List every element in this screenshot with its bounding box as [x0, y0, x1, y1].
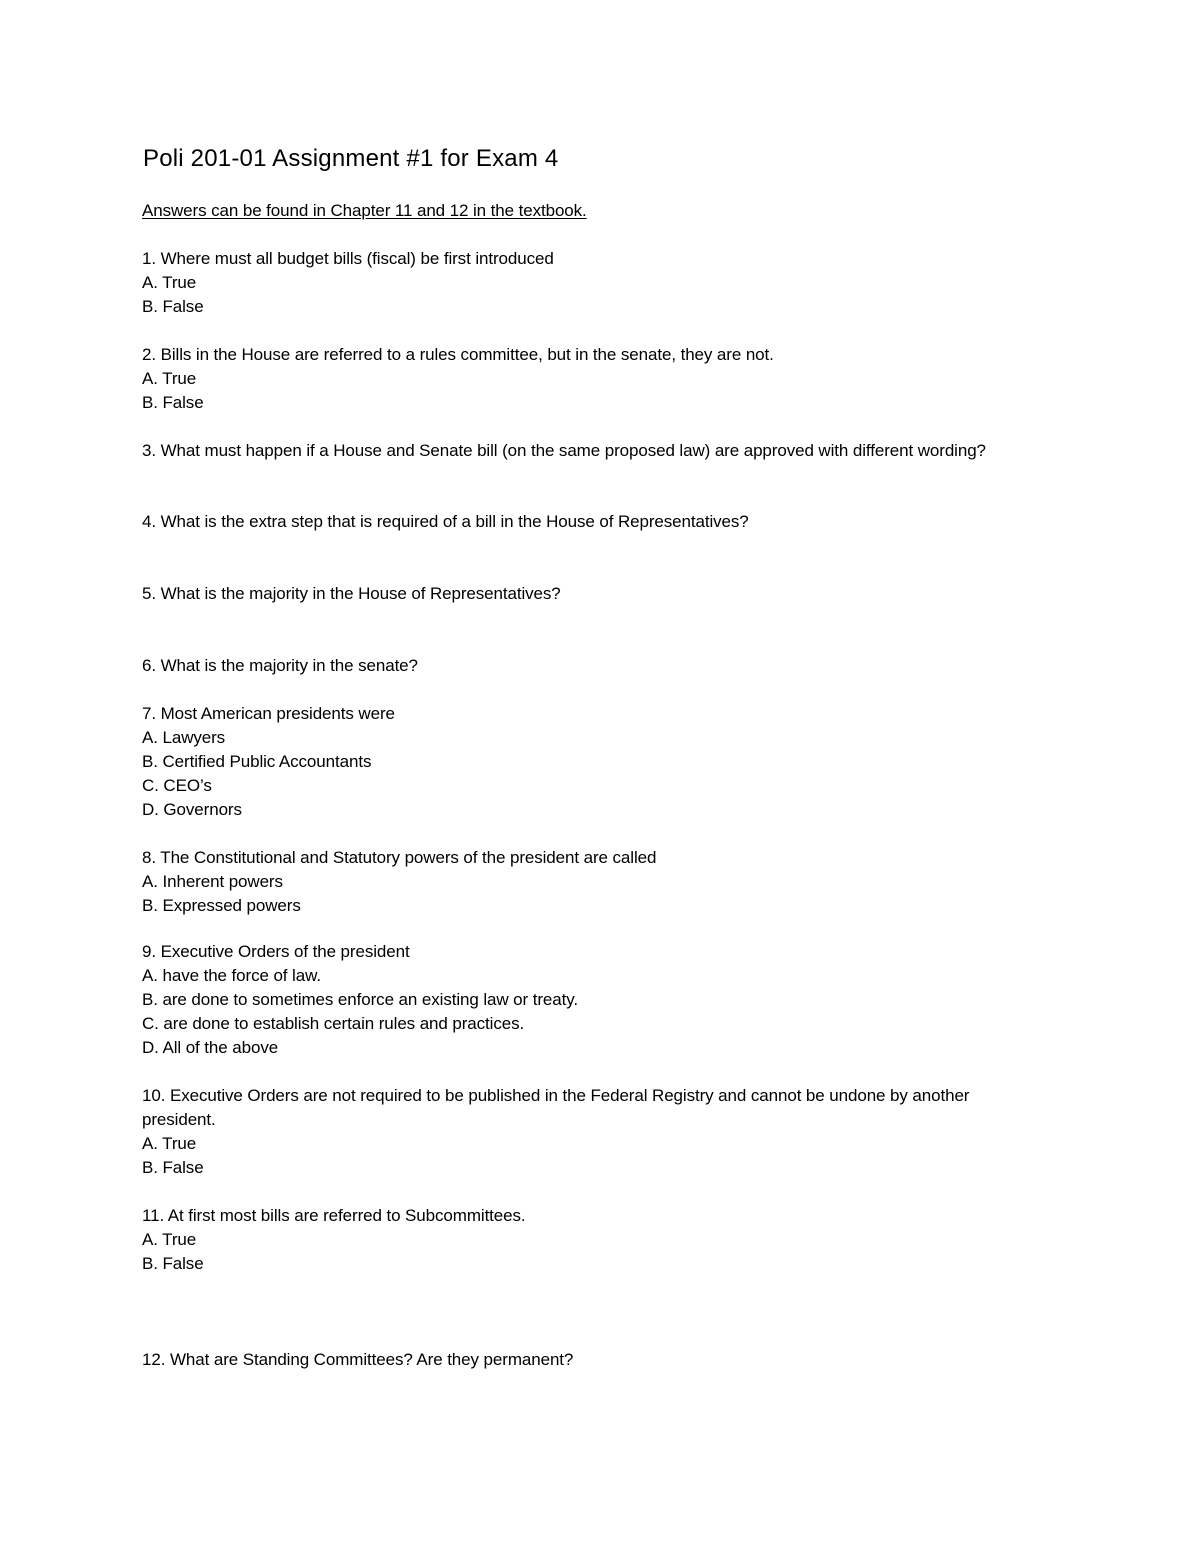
- question-6: 6. What is the majority in the senate?: [142, 656, 418, 675]
- q8-option-a: A. Inherent powers: [142, 872, 283, 891]
- q2-option-a: A. True: [142, 369, 197, 388]
- document-title: Poli 201-01 Assignment #1 for Exam 4: [143, 145, 559, 172]
- q11-option-b: B. False: [142, 1254, 204, 1273]
- q9-option-b: B. are done to sometimes enforce an existing law or treaty.: [142, 990, 579, 1009]
- q8-option-b: B. Expressed powers: [142, 896, 301, 915]
- question-1: 1. Where must all budget bills (fiscal) be first introduced: [142, 249, 554, 268]
- q9-option-c: C. are done to establish certain rules and practices.: [142, 1014, 525, 1033]
- question-3: 3. What must happen if a House and Senate bill (on the same proposed law) are approved with different wording?: [142, 441, 986, 460]
- q9-option-a: A. have the force of law.: [142, 966, 321, 985]
- question-10-line-2: president.: [142, 1110, 216, 1129]
- instruction-text: Answers can be found in Chapter 11 and 12 in the textbook.: [142, 201, 587, 220]
- q9-option-d: D. All of the above: [142, 1038, 279, 1057]
- q10-option-a: A. True: [142, 1134, 197, 1153]
- q11-option-a: A. True: [142, 1230, 197, 1249]
- question-12: 12. What are Standing Committees? Are they permanent?: [142, 1350, 574, 1369]
- question-7: 7. Most American presidents were: [142, 704, 395, 723]
- question-11: 11. At first most bills are referred to Subcommittees.: [142, 1206, 526, 1225]
- question-9: 9. Executive Orders of the president: [142, 942, 410, 961]
- question-10-line-1: 10. Executive Orders are not required to be published in the Federal Registry and cannot be undone by another: [142, 1086, 970, 1105]
- question-4: 4. What is the extra step that is required of a bill in the House of Representatives?: [142, 512, 749, 531]
- question-5: 5. What is the majority in the House of Representatives?: [142, 584, 561, 603]
- q10-option-b: B. False: [142, 1158, 204, 1177]
- question-8: 8. The Constitutional and Statutory powers of the president are called: [142, 848, 657, 867]
- question-2: 2. Bills in the House are referred to a rules committee, but in the senate, they are not.: [142, 345, 774, 364]
- q1-option-a: A. True: [142, 273, 197, 292]
- q7-option-d: D. Governors: [142, 800, 242, 819]
- q7-option-a: A. Lawyers: [142, 728, 226, 747]
- q1-option-b: B. False: [142, 297, 204, 316]
- q7-option-b: B. Certified Public Accountants: [142, 752, 372, 771]
- q2-option-b: B. False: [142, 393, 204, 412]
- q7-option-c: C. CEO’s: [142, 776, 212, 795]
